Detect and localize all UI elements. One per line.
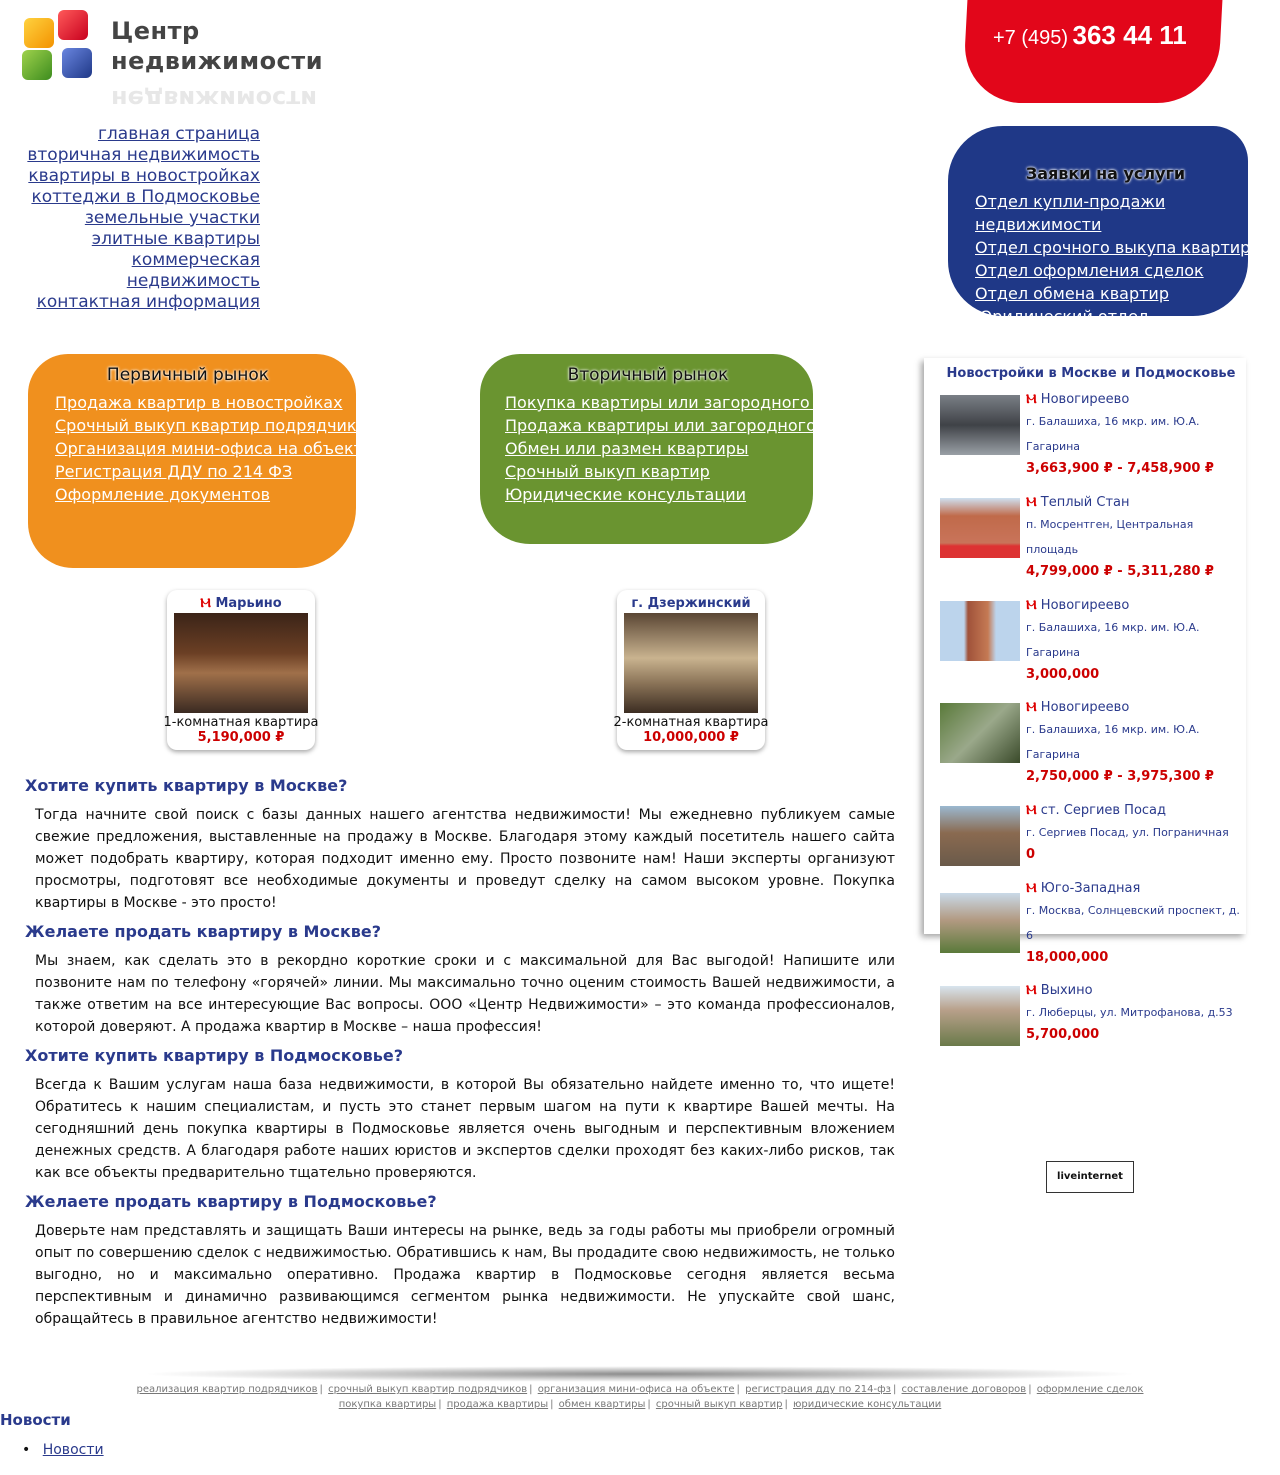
metro-icon: Ⲙ	[1026, 700, 1037, 715]
primary-market-links	[55, 391, 376, 506]
primary-link-1[interactable]: Продажа квартир в новостройках	[55, 393, 343, 412]
primary-link-2[interactable]: Срочный выкуп квартир подрядчиков	[55, 416, 376, 435]
newbuild-address: г. Балашиха, 16 мкр. им. Ю.А. Гагарина	[1026, 621, 1200, 659]
secondary-link-4[interactable]: Срочный выкуп квартир	[505, 462, 710, 481]
newbuild-price: 3,663,900 ₽ - 7,458,900 ₽	[1026, 461, 1214, 476]
metro-icon: Ⲙ	[200, 596, 211, 611]
newbuild-metro[interactable]	[1026, 699, 1246, 717]
nav-land[interactable]: земельные участки	[84, 208, 260, 228]
newbuild-metro-text: Выхино	[1040, 983, 1093, 998]
newbuild-info	[1026, 982, 1246, 1045]
service-link-legal[interactable]: Юридический отдел	[975, 307, 1149, 326]
primary-link-5[interactable]: Оформление документов	[55, 485, 271, 504]
nav-home[interactable]: главная страница	[97, 124, 260, 144]
footer-link[interactable]: обмен квартиры	[558, 1399, 646, 1410]
newbuild-address: г. Люберцы, ул. Митрофанова, д.53	[1026, 1006, 1233, 1019]
newbuild-metro-text: Юго-Западная	[1040, 881, 1141, 896]
newbuild-metro-text: Новогиреево	[1040, 598, 1130, 613]
newbuild-info	[1026, 880, 1246, 968]
article-text: Тогда начните свой поиск с базы данных нашего агентства недвижимости! Мы ежедневно публикуем самые свежие предложения, выставленные на продажу в Москве. Благодаря этому каждый посетитель нашего сайта может подобрать квартиру, которая подходит именно ему. Просто позвоните нам! Наши эксперты организуют просмотры, подготовят все необходимые документы и проведут сделку на самом высоком уровне. Покупка квартиры в Москве - это просто!	[35, 807, 895, 911]
secondary-link-2[interactable]: Продажа квартиры или загородного дома	[505, 416, 864, 435]
featured-photo[interactable]	[174, 613, 308, 713]
phone-banner	[962, 0, 1223, 103]
footer-links-row2: покупка квартиры | продажа квартиры | обмен квартиры | срочный выкуп квартир | юридические консультации	[338, 1399, 942, 1410]
news-heading: Новости	[0, 1411, 71, 1429]
featured-card[interactable]	[613, 590, 769, 750]
service-link-exchange[interactable]: Отдел обмена квартир	[975, 284, 1169, 303]
article-heading: Хотите купить квартиру в Подмосковье?	[25, 1046, 403, 1065]
metro-icon: Ⲙ	[1026, 495, 1037, 510]
logo-square-red	[58, 10, 88, 40]
newbuild-price: 2,750,000 ₽ - 3,975,300 ₽	[1026, 769, 1214, 784]
secondary-link-5[interactable]: Юридические консультации	[505, 485, 747, 504]
nav-commercial-2[interactable]: недвижимость	[126, 271, 260, 291]
bullet-icon: •	[22, 1442, 31, 1458]
service-link-buy-sell[interactable]: Отдел купли-продажи	[975, 192, 1166, 211]
nav-secondary[interactable]: вторичная недвижимость	[27, 145, 260, 165]
secondary-link-1[interactable]: Покупка квартиры или загородного дома	[505, 393, 858, 412]
footer-link[interactable]: регистрация дду по 214-фз	[745, 1384, 891, 1395]
news-link[interactable]: Новости	[42, 1442, 104, 1458]
footer-link[interactable]: продажа квартиры	[446, 1399, 549, 1410]
newbuild-address: г. Москва, Солнцевский проспект, д. 6	[1026, 904, 1240, 942]
newbuild-address: г. Сергиев Посад, ул. Пограничная	[1026, 826, 1229, 839]
newbuild-thumb[interactable]	[940, 601, 1020, 661]
phone-main: 363 44 11	[1072, 20, 1187, 50]
service-link-urgent-buyout[interactable]: Отдел срочного выкупа квартир	[975, 238, 1251, 257]
nav-newbuilds[interactable]: квартиры в новостройках	[28, 166, 260, 186]
article-text: Всегда к Вашим услугам наша база недвижимости, в которой Вы обязательно найдете именно то, что ищете! Обратитесь к нашим специалистам, и пусть это станет первым шагом на пути к квартире Вашей мечты. На сегодняшний день покупка квартиры в Подмосковье является очень выгодным и перспективным вложением денежных средств. А благодаря работе наших юристов и экспертов сделки проходят без каких-либо рисков, так как все объекты предварительно тщательно проверяются.	[35, 1077, 895, 1181]
footer-link[interactable]: оформление сделок	[1036, 1384, 1144, 1395]
newbuild-metro[interactable]	[1026, 597, 1246, 615]
article-heading: Хотите купить квартиру в Москве?	[25, 776, 348, 795]
logo-square-green	[22, 50, 52, 80]
footer-link[interactable]: реализация квартир подрядчиков	[136, 1384, 318, 1395]
newbuild-address: г. Балашиха, 16 мкр. им. Ю.А. Гагарина	[1026, 723, 1200, 761]
newbuild-metro-text: Новогиреево	[1040, 392, 1130, 407]
services-title: Заявки на услуги	[1025, 164, 1186, 183]
featured-price: 10,000,000 ₽	[643, 730, 739, 745]
newbuild-thumb[interactable]	[940, 893, 1020, 953]
newbuild-price: 4,799,000 ₽ - 5,311,280 ₽	[1026, 564, 1214, 579]
newbuild-metro-text: Новогиреево	[1040, 700, 1130, 715]
metro-icon: Ⲙ	[1026, 392, 1037, 407]
featured-type: 1-комнатная квартира	[163, 715, 319, 730]
articles	[25, 776, 895, 1338]
article-heading: Желаете продать квартиру в Москве?	[25, 922, 382, 941]
newbuild-price: 0	[1026, 847, 1036, 862]
footer-link[interactable]: покупка квартиры	[338, 1399, 437, 1410]
article-text: Доверьте нам представлять и защищать Ваши интересы на рынке, ведь за годы работы мы приобрели огромный опыт по совершению сделок с недвижимостью. Обратившись к нам, Вы продадите свою недвижимость, не только выгодно, но и максимально оперативно. Продажа квартир в Подмосковье сегодня является весьма перспективным и динамично развивающимся сегментом рынка недвижимости. Не упускайте свой шанс, обращайтесь в правильное агентство недвижимости!	[35, 1223, 895, 1327]
footer-link[interactable]: срочный выкуп квартир подрядчиков	[328, 1384, 528, 1395]
newbuild-metro[interactable]	[1026, 494, 1246, 512]
featured-location	[167, 596, 315, 611]
phone-code: +7 (495)	[993, 27, 1069, 49]
secondary-market-title: Вторичный рынок	[567, 365, 729, 385]
metro-icon: Ⲙ	[1026, 803, 1037, 818]
newbuild-metro[interactable]	[1026, 802, 1246, 820]
logo-line1: Центр	[111, 17, 200, 45]
main-nav	[20, 124, 260, 313]
nav-elite[interactable]: элитные квартиры	[91, 229, 260, 249]
newbuild-thumb[interactable]	[940, 806, 1020, 866]
featured-type: 2-комнатная квартира	[613, 715, 769, 730]
service-link-buy-sell-2[interactable]: недвижимости	[975, 215, 1102, 234]
logo-square-blue	[62, 48, 92, 78]
logo-line2: недвижимости	[111, 47, 324, 75]
newbuild-price: 5,700,000	[1026, 1027, 1100, 1042]
primary-link-4[interactable]: Регистрация ДДУ по 214 ФЗ	[55, 462, 293, 481]
article-heading: Желаете продать квартиру в Подмосковье?	[25, 1192, 437, 1211]
nav-cottages[interactable]: коттеджи в Подмосковье	[31, 187, 260, 207]
primary-link-3[interactable]: Организация мини-офиса на объекте	[55, 439, 373, 458]
newbuild-info	[1026, 802, 1246, 865]
service-link-deals[interactable]: Отдел оформления сделок	[975, 261, 1204, 280]
newbuild-thumb[interactable]	[940, 703, 1020, 763]
newbuild-info	[1026, 494, 1246, 582]
footer-shadow	[140, 1366, 1140, 1382]
newbuild-info	[1026, 699, 1246, 787]
news-list	[22, 1442, 104, 1458]
newbuild-thumb[interactable]	[940, 986, 1020, 1046]
primary-market-title: Первичный рынок	[106, 365, 270, 385]
footer-link[interactable]: срочный выкуп квартир	[655, 1399, 783, 1410]
article-text: Мы знаем, как сделать это в рекордно короткие сроки и с максимальной для Вас выгодой! Напишите или позвоните нам по телефону «горячей» линии. Мы максимально точно оценим стоимость Вашей недвижимости, а также ответим на все интересующие Вас вопросы. ООО «Центр Недвижимости» – это команда профессионалов, которой доверяют. А продажа квартир в Москве – наша профессия!	[35, 953, 895, 1035]
logo[interactable]	[18, 8, 324, 118]
phone-number	[993, 20, 1187, 51]
newbuild-metro[interactable]	[1026, 880, 1246, 898]
newbuild-info	[1026, 391, 1246, 479]
featured-price: 5,190,000 ₽	[197, 730, 285, 745]
footer-links-row1: реализация квартир подрядчиков | срочный выкуп квартир подрядчиков | организация мини-офиса на объекте | регистрация дду по 214-фз | составление договоров | оформление сделок	[136, 1384, 1144, 1395]
newbuild-thumb[interactable]	[940, 395, 1020, 455]
newbuild-metro-text: ст. Сергиев Посад	[1040, 803, 1167, 818]
footer-link[interactable]: составление договоров	[901, 1384, 1027, 1395]
newbuilds-title: Новостройки в Москве и Подмосковье	[946, 366, 1236, 381]
featured-card[interactable]	[163, 590, 319, 750]
secondary-link-3[interactable]: Обмен или размен квартиры	[505, 439, 749, 458]
footer-link[interactable]: организация мини-офиса на объекте	[537, 1384, 735, 1395]
newbuild-price: 18,000,000	[1026, 950, 1109, 965]
liveinternet-counter[interactable]: liveinternet	[1046, 1161, 1134, 1193]
newbuild-info	[1026, 597, 1246, 685]
featured-photo[interactable]	[624, 613, 758, 713]
services-links	[975, 190, 1265, 328]
nav-contacts[interactable]: контактная информация	[36, 292, 260, 312]
footer-link[interactable]: юридические консультации	[793, 1399, 942, 1410]
metro-icon: Ⲙ	[1026, 983, 1037, 998]
featured-location-text: Марьино	[215, 596, 282, 611]
newbuild-metro-text: Теплый Стан	[1040, 495, 1130, 510]
nav-commercial[interactable]: коммерческая	[131, 250, 260, 270]
newbuild-metro[interactable]	[1026, 391, 1246, 409]
secondary-market-links	[505, 391, 864, 506]
logo-square-orange	[24, 18, 54, 48]
newbuild-address: г. Балашиха, 16 мкр. им. Ю.А. Гагарина	[1026, 415, 1200, 453]
newbuild-thumb[interactable]	[940, 498, 1020, 558]
metro-icon: Ⲙ	[1026, 881, 1037, 896]
logo-reflection: недвижимости	[111, 85, 318, 113]
newbuild-price: 3,000,000	[1026, 667, 1100, 682]
newbuild-metro[interactable]	[1026, 982, 1246, 1000]
newbuild-address: п. Мосрентген, Центральная площадь	[1026, 518, 1194, 556]
metro-icon: Ⲙ	[1026, 598, 1037, 613]
featured-location: г. Дзержинский	[631, 596, 751, 611]
